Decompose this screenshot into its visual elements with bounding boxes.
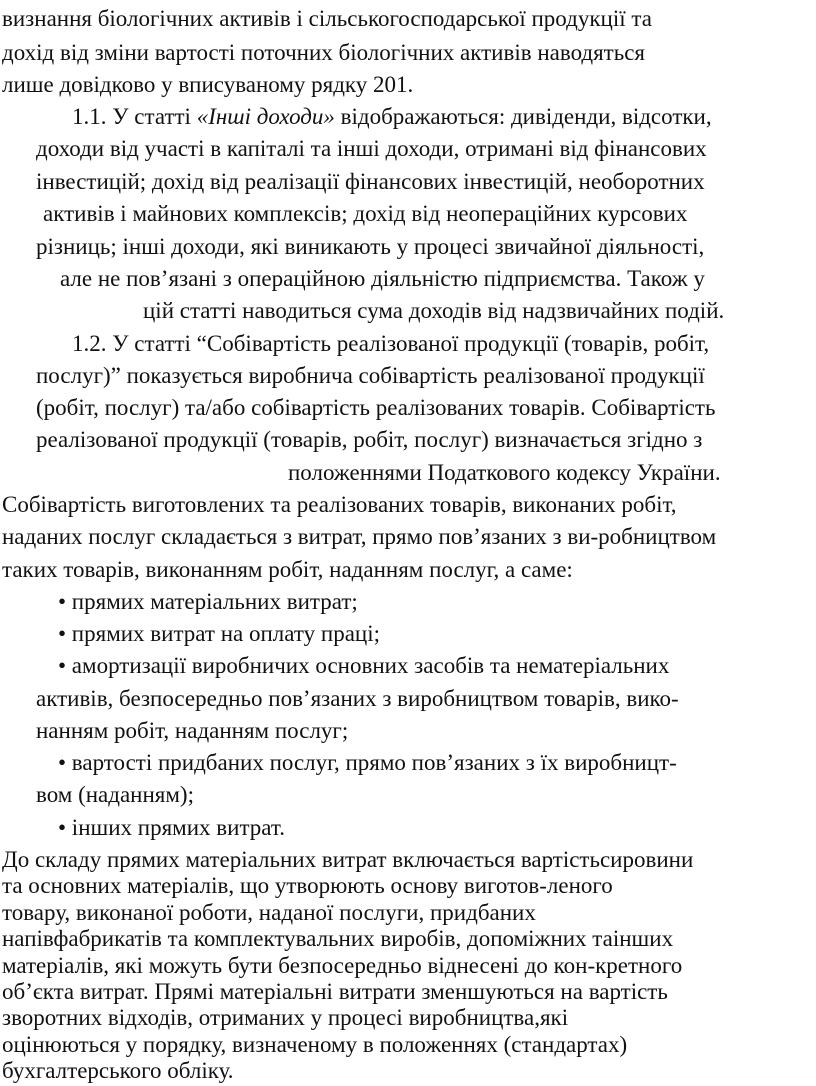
- section-1-1-line: але не пов’язані з операційною діяльністю підприємства. Також у: [60, 266, 705, 291]
- bullet-item: • амортизації виробничих основних засобів та нематеріальних: [58, 653, 670, 678]
- bullet-item-continuation: нанням робіт, наданням послуг;: [36, 718, 349, 743]
- bullet-item: • прямих матеріальних витрат;: [58, 589, 358, 614]
- section-1-2-line: реалізованої продукції (товарів, робіт, послуг) визначається згідно з: [36, 427, 703, 452]
- section-1-1-line: доходи від участі в капіталі та інші доходи, отримані від фінансових: [36, 136, 707, 161]
- final-paragraph-line: напівфабрикатів та комплектувальних виробів, допоміжних таінших: [2, 926, 674, 952]
- final-paragraph-line: об’єкта витрат. Прямі матеріальні витрати зменшуються на вартість: [2, 978, 668, 1004]
- final-paragraph-line: матеріалів, які можуть бути безпосередньо віднесені до кон-кретного: [2, 952, 683, 978]
- cost-paragraph-line: таких товарів, виконанням робіт, наданням послуг, а саме:: [2, 557, 573, 582]
- section-1-1-line: інвестицій; дохід від реалізації фінансових інвестицій, необоротних: [36, 169, 705, 194]
- section-1-1-first-line: [72, 102, 712, 132]
- intro-line-1: визнання біологічних активів і сільськогосподарської продукції та: [2, 6, 652, 31]
- section-1-1-line: цій статті наводиться сума доходів від надзвичайних подій.: [143, 298, 725, 323]
- section-1-2-line: 1.2. У статті “Собівартість реалізованої продукції (товарів, робіт,: [72, 331, 710, 356]
- final-paragraph-line: товару, виконаної роботи, наданої послуги, придбаних: [2, 899, 536, 925]
- section-1-1-lead-rest: відображаються: дивіденди, відсотки,: [334, 104, 712, 129]
- bullet-item-continuation: активів, безпосередньо пов’язаних з виробництвом товарів, вико-: [36, 686, 679, 711]
- section-1-1-title: «Інші доходи»: [196, 104, 335, 129]
- final-paragraph-line: До складу прямих матеріальних витрат включається вартістьсировини: [2, 847, 694, 872]
- section-1-1-lead: 1.1. У статті: [72, 104, 197, 129]
- bullet-item: • інших прямих витрат.: [58, 815, 285, 840]
- section-1-2-line: положеннями Податкового кодексу України.: [288, 460, 721, 485]
- section-1-1-line: активів і майнових комплексів; дохід від неопераційних курсових: [43, 201, 688, 226]
- bullet-item-continuation: вом (наданням);: [36, 782, 194, 807]
- section-1-1-line: різниць; інші доходи, які виникають у процесі звичайної діяльності,: [36, 234, 705, 259]
- final-paragraph-line: зворотних відходів, отриманих у процесі виробництва,які: [2, 1005, 569, 1031]
- final-paragraph-line: бухгалтерського обліку.: [2, 1058, 234, 1083]
- bullet-item: • вартості придбаних послуг, прямо пов’язаних з їх виробницт-: [58, 750, 677, 775]
- section-1-2-line: послуг)” показується виробнича собівартість реалізованої продукції: [36, 363, 705, 388]
- cost-paragraph-line: Собівартість виготовлених та реалізованих товарів, виконаних робіт,: [2, 492, 677, 517]
- intro-line-3: лише довідково у вписуваному рядку 201.: [2, 72, 414, 97]
- final-paragraph-line: та основних матеріалів, що утворюють основу виготов-леного: [2, 873, 613, 899]
- bullet-item: • прямих витрат на оплату праці;: [58, 621, 380, 646]
- cost-paragraph-line: наданих послуг складається з витрат, прямо пов’язаних з ви-робництвом: [2, 524, 717, 549]
- intro-line-2: дохід від зміни вартості поточних біологічних активів наводяться: [2, 40, 646, 65]
- section-1-2-line: (робіт, послуг) та/або собівартість реалізованих товарів. Собівартість: [36, 395, 716, 420]
- final-paragraph-line: оцінюються у порядку, визначеному в положеннях (стандартах): [2, 1031, 628, 1057]
